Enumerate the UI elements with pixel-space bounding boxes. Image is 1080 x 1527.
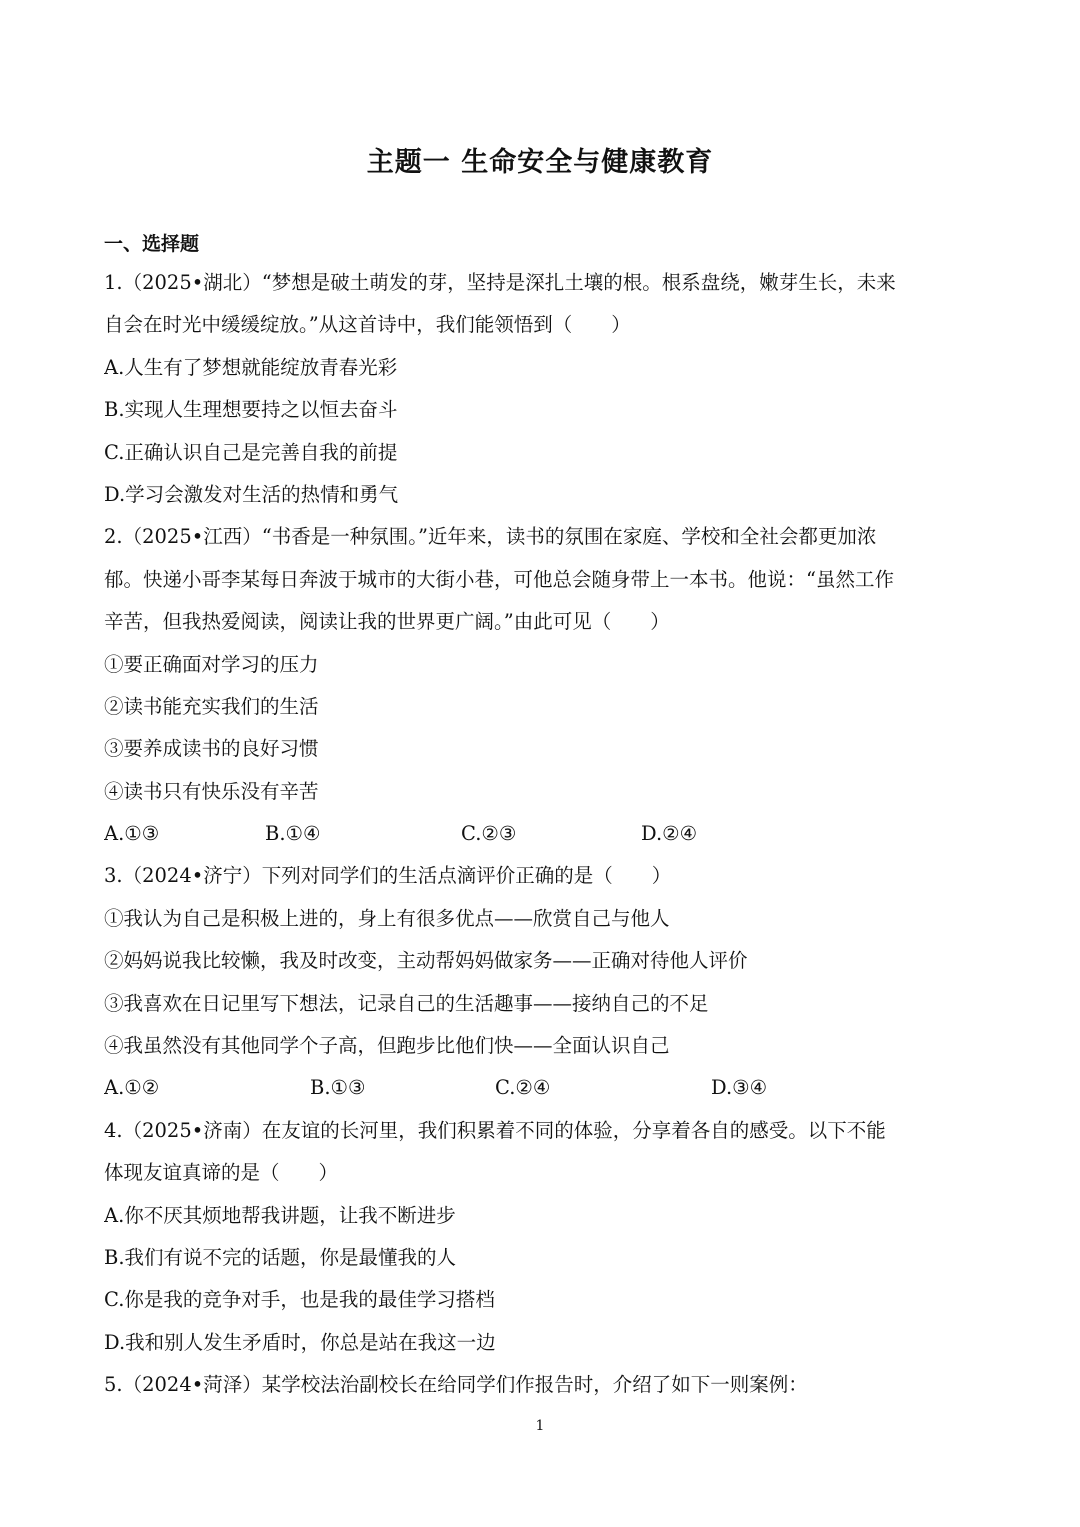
question-stem-line: 4.（2025•济南）在友谊的长河里，我们积累着不同的体验，分享着各自的感受。以下不能 bbox=[104, 1118, 886, 1142]
choice-b: B.①④ bbox=[265, 822, 321, 846]
question-4 bbox=[104, 1110, 984, 1364]
answer-option: C.正确认识自己是完善自我的前提 bbox=[104, 440, 398, 464]
question-2 bbox=[104, 516, 984, 855]
statement-item: ④我虽然没有其他同学个子高，但跑步比他们快——全面认识自己 bbox=[104, 1034, 670, 1058]
question-stem-line: 3.（2024•济宁）下列对同学们的生活点滴评价正确的是（ ） bbox=[104, 864, 672, 888]
choice-a: A.①② bbox=[104, 1076, 160, 1100]
choice-row bbox=[104, 813, 984, 855]
question-list bbox=[104, 262, 984, 1407]
choice-d: D.③④ bbox=[711, 1076, 768, 1100]
question-stem-line: 5.（2024•菏泽）某学校法治副校长在给同学们作报告时，介绍了如下一则案例： bbox=[104, 1373, 808, 1397]
choice-c: C.②④ bbox=[495, 1076, 551, 1100]
question-stem-line: 2.（2025•江西）“书香是一种氛围。”近年来，读书的氛围在家庭、学校和全社会都更加浓 bbox=[104, 525, 877, 549]
answer-option: A.人生有了梦想就能绽放青春光彩 bbox=[104, 355, 398, 379]
question-stem-line: 自会在时光中缓缓绽放。”从这首诗中，我们能领悟到（ ） bbox=[104, 313, 631, 337]
choice-a: A.①③ bbox=[104, 822, 160, 846]
choice-b: B.①③ bbox=[310, 1076, 366, 1100]
page-title: 主题一 生命安全与健康教育 bbox=[366, 147, 714, 178]
answer-option: C.你是我的竞争对手，也是我的最佳学习搭档 bbox=[104, 1288, 495, 1312]
choice-d: D.②④ bbox=[641, 822, 698, 846]
choice-row bbox=[104, 1067, 984, 1109]
answer-option: B.实现人生理想要持之以恒去奋斗 bbox=[104, 398, 398, 422]
answer-option: B.我们有说不完的话题，你是最懂我的人 bbox=[104, 1245, 457, 1269]
answer-option: D.学习会激发对生活的热情和勇气 bbox=[104, 482, 399, 506]
page-number: 1 bbox=[535, 1418, 545, 1434]
question-stem-line: 辛苦，但我热爱阅读，阅读让我的世界更广阔。”由此可见（ ） bbox=[104, 610, 670, 634]
question-stem-line: 体现友谊真谛的是（ ） bbox=[104, 1161, 339, 1185]
question-stem-line: 1.（2025•湖北）“梦想是破土萌发的芽，坚持是深扎土壤的根。根系盘绕，嫩芽生长，未来 bbox=[104, 271, 896, 294]
statement-item: ②妈妈说我比较懒，我及时改变，主动帮妈妈做家务——正确对待他人评价 bbox=[104, 949, 748, 973]
statement-item: ①要正确面对学习的压力 bbox=[104, 652, 319, 676]
statement-item: ②读书能充实我们的生活 bbox=[104, 694, 319, 718]
statement-item: ①我认为自己是积极上进的，身上有很多优点——欣赏自己与他人 bbox=[104, 906, 670, 930]
statement-item: ④读书只有快乐没有辛苦 bbox=[104, 779, 319, 803]
answer-option: D.我和别人发生矛盾时，你总是站在我这一边 bbox=[104, 1330, 496, 1354]
question-1 bbox=[104, 262, 984, 516]
question-3 bbox=[104, 855, 984, 1109]
question-stem-line: 郁。快递小哥李某每日奔波于城市的大街小巷，可他总会随身带上一本书。他说：“虽然工作 bbox=[104, 567, 894, 591]
choice-c: C.②③ bbox=[461, 822, 517, 846]
section-heading: 一、选择题 bbox=[104, 233, 200, 255]
statement-item: ③要养成读书的良好习惯 bbox=[104, 737, 319, 761]
answer-option: A.你不厌其烦地帮我讲题，让我不断进步 bbox=[104, 1203, 456, 1227]
question-5 bbox=[104, 1364, 984, 1406]
statement-item: ③我喜欢在日记里写下想法，记录自己的生活趣事——接纳自己的不足 bbox=[104, 991, 709, 1015]
